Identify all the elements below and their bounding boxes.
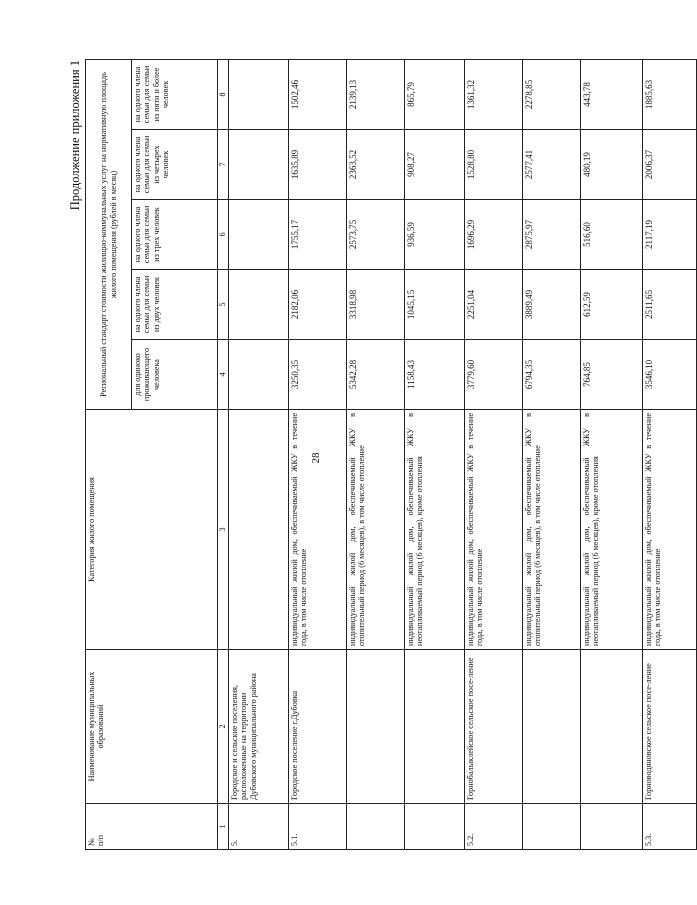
standard-value: 2278,85	[523, 59, 581, 129]
column-number: 7	[218, 130, 229, 200]
column-number: 6	[218, 200, 229, 270]
row-number	[347, 804, 405, 850]
standard-value: 908,27	[405, 130, 465, 200]
standard-value	[229, 270, 289, 340]
standard-value: 2006,37	[643, 130, 697, 200]
standard-value: 2573,75	[347, 200, 405, 270]
standard-value: 936,59	[405, 200, 465, 270]
table-row	[581, 59, 643, 849]
standard-value: 1158,43	[405, 340, 465, 410]
header-family-of-four: на одного члена семьи для семьи из четырех человек	[132, 130, 218, 200]
column-number: 5	[218, 270, 229, 340]
housing-category: индивидуальный жилой дом, обеспечиваемый ЖКУ в течение года, в том числе отопление	[289, 410, 347, 650]
row-number: 5.2.	[465, 804, 523, 850]
housing-category: индивидуальный жилой дом, обеспечиваемый ЖКУ в неотапливаемый период (6 месяцев), кроме отопления	[405, 410, 465, 650]
housing-category	[229, 410, 289, 650]
standard-value: 2251,04	[465, 270, 523, 340]
standard-value: 612,59	[581, 270, 643, 340]
standard-value: 2577,41	[523, 130, 581, 200]
table-row	[643, 59, 697, 849]
standard-value: 865,79	[405, 59, 465, 129]
row-number: 5.1.	[289, 804, 347, 850]
municipality-name	[347, 650, 405, 804]
header-single-person: для одиноко проживающего человека	[132, 340, 218, 410]
municipality-name	[523, 650, 581, 804]
standard-value: 516,60	[581, 200, 643, 270]
standard-value: 443,78	[581, 59, 643, 129]
standards-table	[85, 59, 697, 850]
table-row	[347, 59, 405, 849]
table-row	[465, 59, 523, 849]
housing-category: индивидуальный жилой дом, обеспечиваемый ЖКУ в неотапливаемый период (6 месяцев), кроме отопления	[581, 410, 643, 650]
standard-value	[229, 200, 289, 270]
standard-value: 1755,17	[289, 200, 347, 270]
municipality-name: Горноводяновское сельское посе-ление	[643, 650, 697, 804]
standard-value	[229, 59, 289, 129]
header-family-of-three: на одного члена семьи для семьи из трех человек	[132, 200, 218, 270]
municipality-name: Городское поселение г.Дубовка	[289, 650, 347, 804]
standard-value: 2363,52	[347, 130, 405, 200]
standard-value: 3779,60	[465, 340, 523, 410]
standard-value: 6794,35	[523, 340, 581, 410]
header-municipality: Наименование муниципальных образований	[86, 650, 218, 804]
header-standard-group: Региональный стандарт стоимости жилищно-коммунальных услуг на нормативную площадь жилого помещения (рублей в месяц)	[86, 59, 132, 409]
header-family-of-five-plus: на одного члена семьи для семьи из пяти и более человек	[132, 59, 218, 129]
municipality-name	[581, 650, 643, 804]
standard-value: 1045,15	[405, 270, 465, 340]
housing-category: индивидуальный жилой дом, обеспечиваемый ЖКУ в отопительный период (6 месяцев), в том числе отопление	[347, 410, 405, 650]
standard-value: 1528,80	[465, 130, 523, 200]
standard-value: 3889,49	[523, 270, 581, 340]
table-row	[405, 59, 465, 849]
standard-value: 5342,28	[347, 340, 405, 410]
row-number: 5.	[229, 804, 289, 850]
column-number: 2	[218, 650, 229, 804]
table-row	[523, 59, 581, 849]
standard-value: 1885,63	[643, 59, 697, 129]
standard-value: 1502,46	[289, 59, 347, 129]
standard-value: 2511,65	[643, 270, 697, 340]
rotated-page-content	[68, 60, 663, 850]
column-number: 4	[218, 340, 229, 410]
standard-value	[229, 340, 289, 410]
table-body	[229, 59, 697, 849]
municipality-name: Горнобалыклейское сельское посе-ление	[465, 650, 523, 804]
standard-value: 764,85	[581, 340, 643, 410]
standard-value: 2182,06	[289, 270, 347, 340]
standard-value: 480,19	[581, 130, 643, 200]
standard-value: 3318,98	[347, 270, 405, 340]
standard-value: 1361,32	[465, 59, 523, 129]
continuation-title: Продолжение приложения 1	[68, 60, 82, 211]
page-number: 28	[310, 452, 322, 464]
standard-value: 1635,89	[289, 130, 347, 200]
standard-value: 2117,19	[643, 200, 697, 270]
housing-category: индивидуальный жилой дом, обеспечиваемый ЖКУ в отопительный период (6 месяцев), в том числе отопление	[523, 410, 581, 650]
standard-value: 3250,35	[289, 340, 347, 410]
row-number	[405, 804, 465, 850]
row-number	[581, 804, 643, 850]
header-row-no: № п/п	[86, 804, 218, 850]
header-family-of-two: на одного члена семьи для семьи из двух человек	[132, 270, 218, 340]
standard-value: 2139,13	[347, 59, 405, 129]
standard-value: 3546,10	[643, 340, 697, 410]
table-row	[289, 59, 347, 849]
row-number	[523, 804, 581, 850]
header-category: Категория жилого помещения	[86, 410, 218, 650]
table-row	[229, 59, 289, 849]
column-number: 8	[218, 59, 229, 129]
standard-value: 2875,97	[523, 200, 581, 270]
standard-value	[229, 130, 289, 200]
column-number: 3	[218, 410, 229, 650]
standard-value: 1696,29	[465, 200, 523, 270]
municipality-name	[405, 650, 465, 804]
housing-category: индивидуальный жилой дом, обеспечиваемый ЖКУ в течение года, в том числе отопление	[643, 410, 697, 650]
row-number: 5.3.	[643, 804, 697, 850]
municipality-name: Городское и сельские поселения, расположенные на территории Дубовского муниципального района	[229, 650, 289, 804]
column-number: 1	[218, 804, 229, 850]
housing-category: индивидуальный жилой дом, обеспечиваемый ЖКУ в течение года, в том числе отопление	[465, 410, 523, 650]
